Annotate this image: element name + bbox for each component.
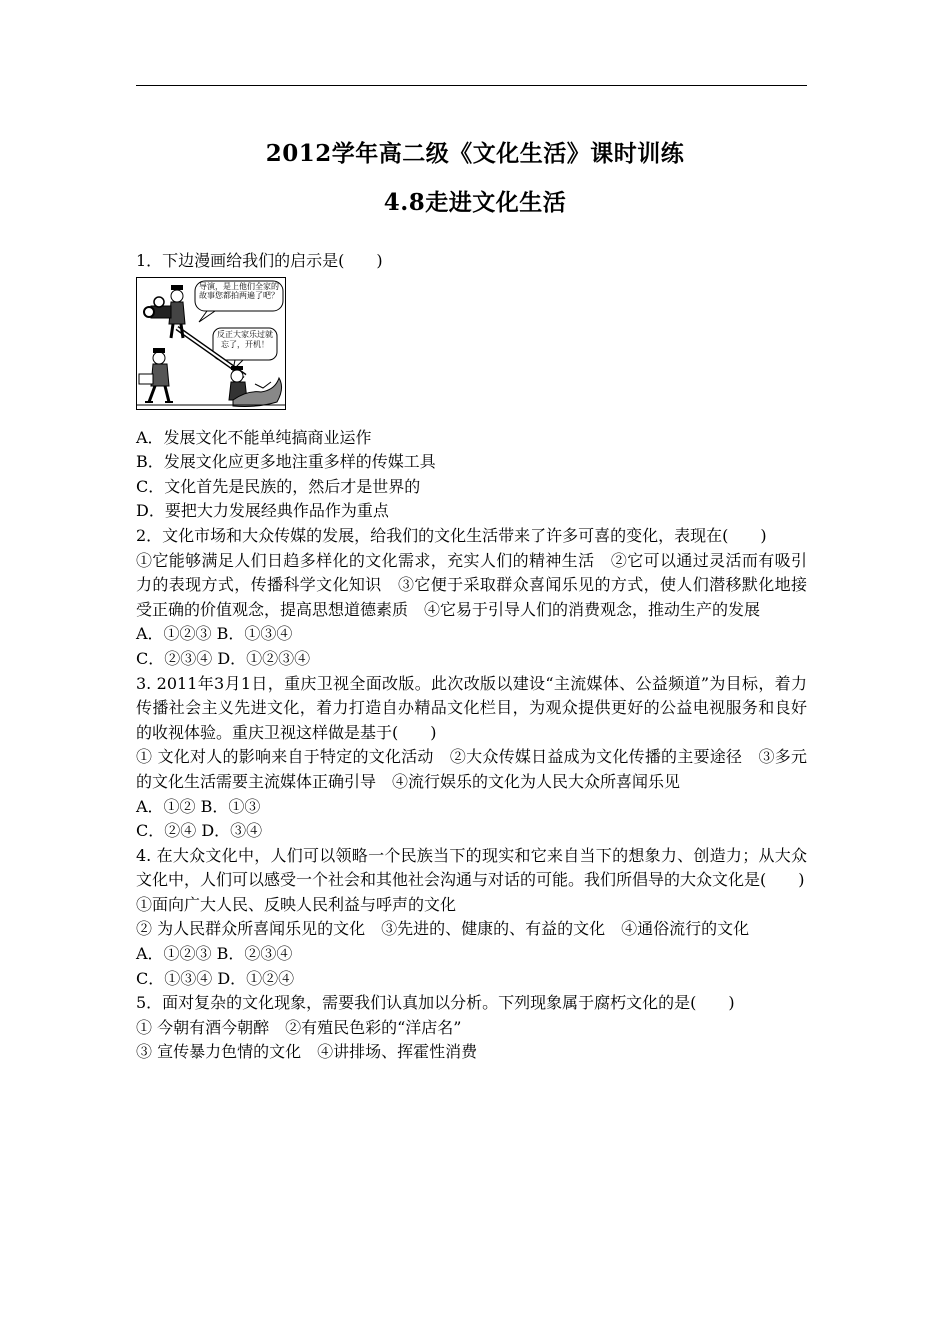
q5-statement-1: ① 今朝有酒今朝醉 ②有殖民色彩的“洋店名” [136, 1017, 462, 1037]
q1-option-d: D．要把大力发展经典作品作为重点 [136, 501, 389, 521]
question-list [136, 249, 807, 1065]
page-title: 2012学年高二级《文化生活》课时训练 [265, 140, 685, 167]
q3-options-row1: A．①② B．①③ [136, 796, 261, 816]
cartoon-bubble-mid: 反正大家乐过就忘了，开机！ [217, 329, 273, 349]
q3-statements: ① 文化对人的影响来自于特定的文化活动 ②大众传媒日益成为文化传播的主要途径 ③多元的文化生活需要主流媒体正确引导 ④流行娱乐的文化为人民大众所喜闻乐见 [136, 747, 807, 791]
q4-stem: 4. 在大众文化中，人们可以领略一个民族当下的现实和它来自当下的想象力、创造力；从大众文化中，人们可以感受一个社会和其他社会沟通与对话的可能。我们所倡导的大众文化是( ) [136, 845, 807, 890]
q1-option-c: C．文化首先是民族的，然后才是世界的 [136, 476, 421, 496]
header-rule [136, 85, 807, 86]
q4-statement-2: ② 为人民群众所喜闻乐见的文化 ③先进的、健康的、有益的文化 ④通俗流行的文化 [136, 919, 750, 939]
q3-stem: 3. 2011年3月1日，重庆卫视全面改版。此次改版以建设“主流媒体、公益频道”为目标，着力传播社会主义先进文化，着力打造自办精品文化栏目，为观众提供更好的公益电视服务和良好的收视体验。重庆卫视这样做是基于( ) [136, 673, 807, 742]
q1-stem: 1．下边漫画给我们的启示是( ) [136, 251, 383, 270]
q4-statement-1: ①面向广大人民、反映人民利益与呼声的文化 [136, 894, 457, 914]
q2-statements: ①它能够满足人们日趋多样化的文化需求，充实人们的精神生活 ②它可以通过灵活而有吸引力的表现方式，传播科学文化知识 ③它便于采取群众喜闻乐见的方式，使人们潜移默化地接受正确的价值观念，提高思想道德素质 ④它易于引导人们的消费观念，推动生产的发展 [136, 550, 807, 619]
cartoon-illustration [137, 278, 285, 409]
cartoon-bubble-top: 导演，是上他们全家的故事您都拍两遍了吧？ [199, 281, 279, 300]
q5-statement-2: ③ 宣传暴力色情的文化 ④讲排场、挥霍性消费 [136, 1042, 478, 1062]
q2-options-row2: C．②③④ D．①②③④ [136, 648, 311, 668]
q2-stem: 2．文化市场和大众传媒的发展，给我们的文化生活带来了许多可喜的变化，表现在( ) [136, 525, 767, 545]
q1-option-a: A．发展文化不能单纯搞商业运作 [136, 427, 372, 447]
q3-options-row2: C．②④ D．③④ [136, 821, 263, 841]
q5-stem: 5．面对复杂的文化现象，需要我们认真加以分析。下列现象属于腐朽文化的是( ) [136, 993, 735, 1013]
q2-options-row1: A．①②③ B．①③④ [136, 624, 293, 644]
q1-option-b: B．发展文化应更多地注重多样的传媒工具 [136, 452, 436, 472]
q4-options-row1: A．①②③ B．②③④ [136, 944, 293, 964]
page-subtitle: 4.8走进文化生活 [383, 189, 567, 216]
q1-cartoon [136, 277, 286, 410]
q4-options-row2: C．①③④ D．①②④ [136, 968, 295, 988]
